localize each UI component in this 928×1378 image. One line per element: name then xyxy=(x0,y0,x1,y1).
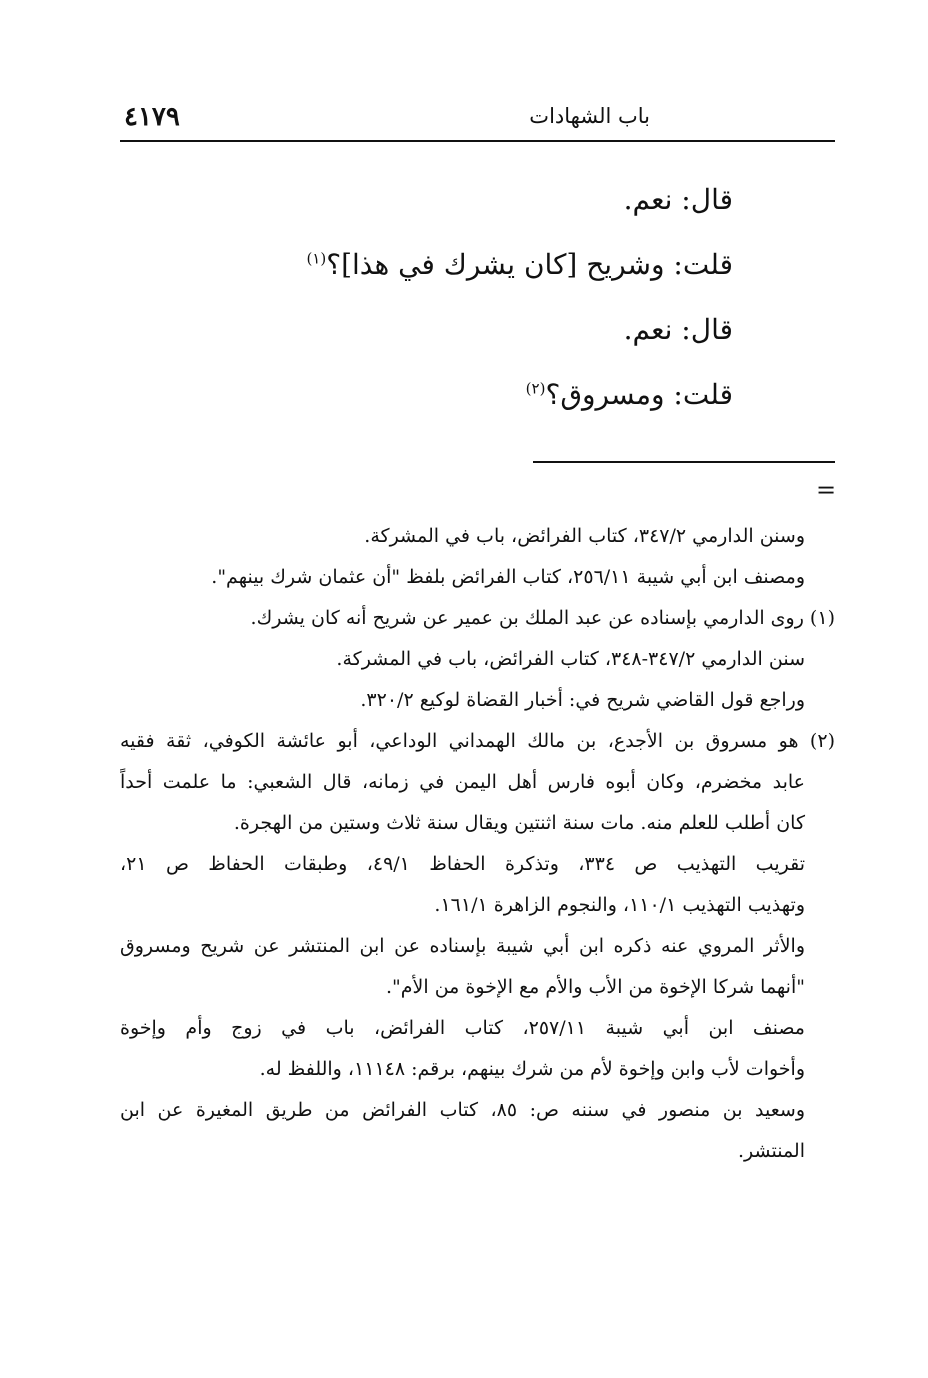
footnote-separator xyxy=(533,461,835,463)
footnote-reference: (٢) xyxy=(525,379,546,398)
footnotes-block xyxy=(120,516,835,1172)
dialogue-text: قلت: ومسروق؟ xyxy=(545,378,733,411)
footnote-line: سنن الدارمي ٣٤٧/٢-٣٤٨، كتاب الفرائض، باب في المشركة. xyxy=(336,648,805,670)
page-header xyxy=(120,100,835,142)
dialogue-line xyxy=(213,174,733,239)
dialogue-line xyxy=(213,369,733,434)
footnote-line: ومصنف ابن أبي شيبة ٢٥٦/١١، كتاب الفرائض بلفظ "أن عثمان شرك بينهم". xyxy=(211,566,805,588)
footnote-line: "أنهما شركا الإخوة من الأب والأم مع الإخوة من الأم". xyxy=(386,976,805,998)
footnote-line: كان أطلب للعلم منه. مات سنة اثنتين ويقال سنة ثلاث وستين من الهجرة. xyxy=(233,812,805,834)
dialogue-text: قال: نعم. xyxy=(623,183,733,216)
footnote-line: وتهذيب التهذيب ١١٠/١، والنجوم الزاهرة ١٦١/١. xyxy=(434,894,805,916)
footnote-line: المنتشر. xyxy=(738,1140,805,1162)
footnote-line: عابد مخضرم، وكان أبوه فارس أهل اليمن في زمانه، قال الشعبي: ما علمت أحداً xyxy=(120,771,805,793)
chapter-title: باب الشهادات xyxy=(529,104,650,128)
dialogue-line xyxy=(213,239,733,304)
footnote-line: وراجع قول القاضي شريح في: أخبار القضاة لوكيع ٣٢٠/٢. xyxy=(360,689,805,711)
continuation-marker: = xyxy=(816,476,837,504)
footnote-line: (١) روى الدارمي بإسناده عن عبد الملك بن عمير عن شريح أنه كان يشرك. xyxy=(250,607,835,629)
footnote-line: وسنن الدارمي ٣٤٧/٢، كتاب الفرائض، باب في المشركة. xyxy=(364,525,805,547)
dialogue-line xyxy=(213,304,733,369)
footnote-reference: (١) xyxy=(306,249,327,268)
dialogue-block xyxy=(213,174,733,434)
page-number: ٤١٧٩ xyxy=(124,102,180,132)
footnote-line: مصنف ابن أبي شيبة ٢٥٧/١١، كتاب الفرائض، باب في زوج وأم وإخوة xyxy=(120,1017,805,1039)
footnote-line: تقريب التهذيب ص ٣٣٤، وتذكرة الحفاظ ٤٩/١، وطبقات الحفاظ ص ٢١، xyxy=(120,853,805,875)
footnote-line: (٢) هو مسروق بن الأجدع، بن مالك الهمداني الوداعي، أبو عائشة الكوفي، ثقة فقيه xyxy=(120,730,835,752)
footnote-line: وأخوات لأب وابن وإخوة لأم من شرك بينهم، برقم: ١١١٤٨، واللفظ له. xyxy=(259,1058,805,1080)
dialogue-text: قال: نعم. xyxy=(623,313,733,346)
footnote-line: وسعيد بن منصور في سننه ص: ٨٥، كتاب الفرائض من طريق المغيرة عن ابن xyxy=(120,1099,805,1121)
footnote-line: والأثر المروي عنه ذكره ابن أبي شيبة بإسناده عن ابن المنتشر عن شريح ومسروق xyxy=(120,935,805,957)
dialogue-text: قلت: وشريح [كان يشرك في هذا]؟ xyxy=(326,248,733,281)
